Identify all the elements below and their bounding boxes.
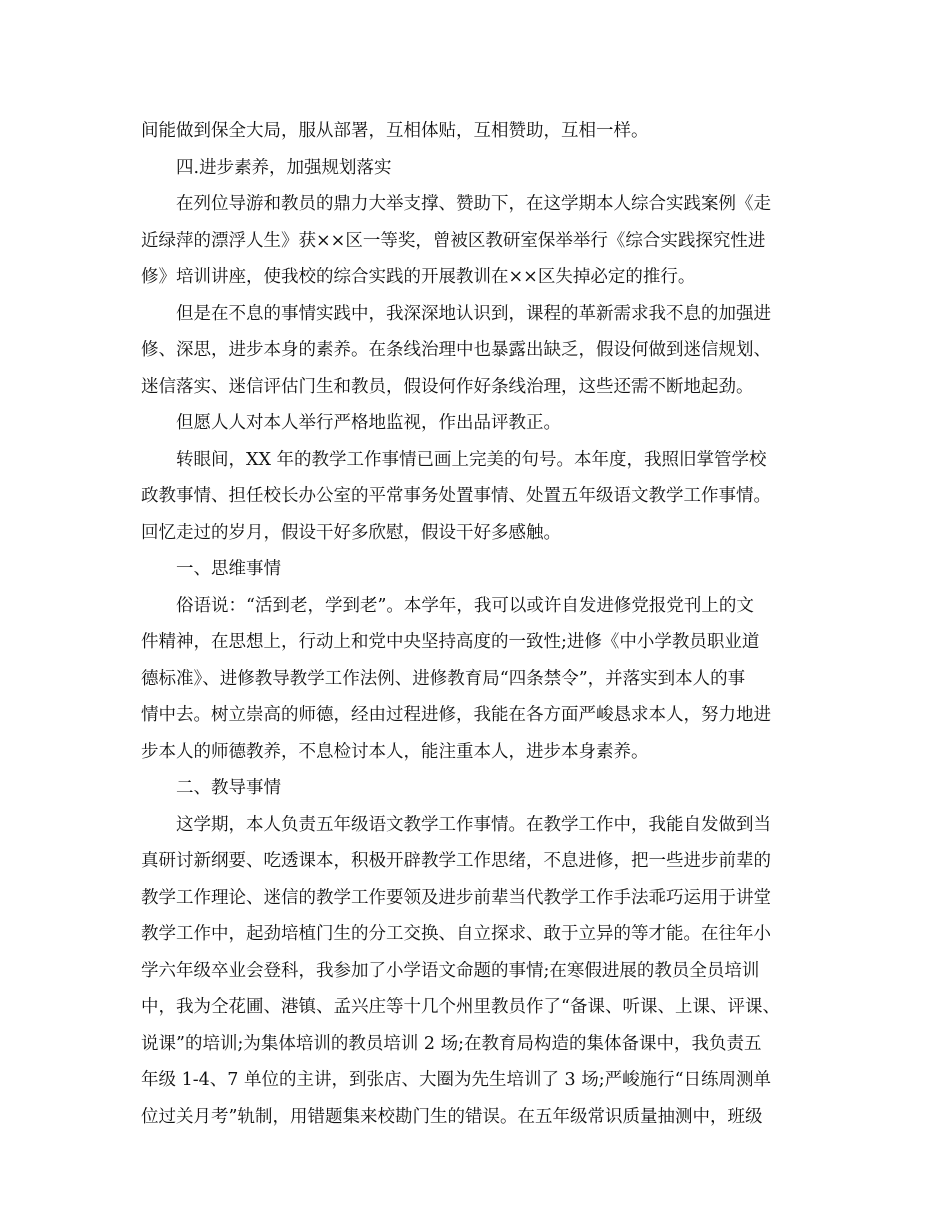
text-line: 间能做到保全大局，服从部署，互相体贴，互相赞助，互相一样。 (141, 121, 649, 141)
text-line: 步本人的师德教养，不息检讨本人，能注重本人，进步本身素养。 (141, 741, 649, 762)
text-line: 在列位导游和教员的鼎力大举支撑、赞助下，在这学期本人综合实践案例《走 (176, 194, 771, 214)
text-line: 四.进步素养，加强规划落实 (176, 157, 392, 178)
text-line: 但是在不息的事情实践中，我深深地认识到，课程的革新需求我不息的加强进 (176, 303, 771, 324)
text-line: 中，我为仝花圃、港镇、孟兴庄等十几个州里教员作了“备课、听课、上课、评课、 (141, 997, 780, 1017)
text-line: 教学工作中，起劲培植门生的分工交换、自立探求、敢于立异的等才能。在往年小 (141, 924, 771, 944)
text-line: 政教事情、担任校长办公室的平常事务处置事情、处置五年级语文教学工作事情。 (141, 486, 771, 506)
text-line: 情中去。树立崇高的师德，经由过程进修，我能在各方面严峻恳求本人，努力地进 (141, 705, 771, 725)
text-line: 位过关月考”轨制，用错题集来校勘门生的错误。在五年级常识质量抽测中，班级 (141, 1106, 763, 1127)
text-line: 教学工作理论、迷信的教学工作要领及进步前辈当代教学工作手法乖巧运用于讲堂 (141, 887, 771, 908)
text-line: 一、思维事情 (176, 559, 281, 579)
text-line: 但愿人人对本人举行严格地监视，作出品评教正。 (176, 413, 561, 433)
text-line: 回忆走过的岁月，假设干好多欣慰，假设干好多感触。 (141, 522, 561, 543)
text-line: 俗语说：“活到老，学到老”。本学年，我可以或许自发进修党报党刊上的文 (176, 595, 754, 616)
text-line: 说课”的培训;为集体培训的教员培训 2 场;在教育局构造的集体备课中，我负责五 (141, 1033, 762, 1054)
text-line: 件精神，在思想上，行动上和党中央坚持高度的一致性;进修《中小学教员职业道 (141, 632, 760, 652)
text-line: 学六年级卒业会登科，我参加了小学语文命题的事情;在寒假进展的教员全员培训 (141, 960, 760, 981)
text-line: 德标准》、进修教导教学工作法例、进修教育局“四条禁令”，并落实到本人的事 (141, 668, 746, 689)
text-line: 真研讨新纲要、吃透课本，积极开辟教学工作思绪，不息进修，把一些进步前辈的 (141, 851, 771, 871)
text-line: 修、深思，进步本身的素养。在条线治理中也暴露出缺乏，假设何做到迷信规划、 (141, 340, 771, 360)
text-line: 转眼间，XX 年的教学工作事情已画上完美的句号。本年度，我照旧掌管学校 (176, 449, 767, 470)
text-line: 二、教导事情 (176, 778, 281, 798)
text-line: 近绿萍的漂浮人生》获××区一等奖，曾被区教研室保举举行《综合实践探究性进 (141, 230, 766, 251)
text-line: 年级 1-4、7 单位的主讲，到张店、大圈为先生培训了 3 场;严峻施行“日练周测单 (141, 1070, 772, 1090)
text-line: 这学期，本人负责五年级语文教学工作事情。在教学工作中，我能自发做到当 (176, 814, 771, 835)
document-body (141, 113, 813, 1135)
text-line: 迷信落实、迷信评估门生和教员，假设何作好条线治理，这些还需不断地起劲。 (141, 376, 754, 397)
text-line: 修》培训讲座，使我校的综合实践的开展教训在××区失掉必定的推行。 (141, 267, 696, 287)
